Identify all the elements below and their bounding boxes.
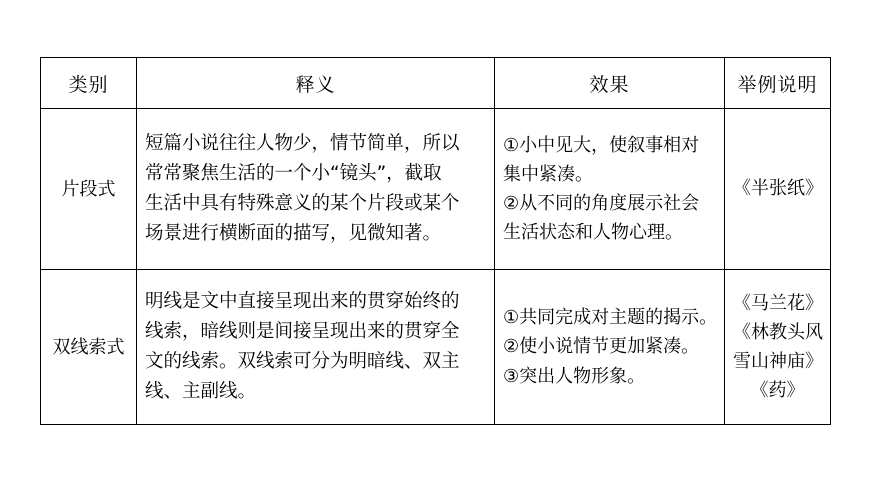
text-line: ②使小说情节更加紧凑。: [503, 336, 700, 358]
text-line: 生活中具有特殊意义的某个片段或某个: [145, 193, 460, 214]
text-line: 雪山神庙》: [733, 351, 823, 372]
cell-definition-dual-clue: [137, 270, 495, 425]
text-line: 文的线索。双线索可分为明暗线、双主: [145, 351, 460, 372]
cell-effect-fragment: [495, 109, 725, 270]
小说结构类型表: [40, 57, 831, 425]
table-header-row: [41, 58, 831, 109]
table-container: [40, 57, 830, 425]
text-line: 常常聚焦生活的一个小“镜头”，截取: [145, 163, 442, 185]
text-line: 生活状态和人物心理。: [503, 222, 683, 244]
cell-category-fragment: 片段式: [41, 109, 137, 270]
text-line: ②从不同的角度展示社会: [503, 193, 700, 214]
text-line: ③突出人物形象。: [503, 365, 646, 387]
text-line: ①小中见大，使叙事相对: [503, 134, 700, 156]
cell-example-fragment: [725, 109, 831, 270]
text-line: 《药》: [750, 380, 805, 402]
text-line: 线、主副线。: [145, 380, 257, 402]
header-cell-effect: 效果: [495, 58, 725, 109]
text-line: ①共同完成对主题的揭示。: [503, 307, 718, 329]
header-cell-example: 举例说明: [725, 58, 831, 109]
cell-definition-fragment: [137, 109, 495, 270]
cell-example-dual-clue: [725, 270, 831, 425]
text-line: 场景进行横断面的描写，见微知著。: [145, 222, 442, 244]
header-cell-category: 类别: [41, 58, 137, 109]
text-line: 线索，暗线则是间接呈现出来的贯穿全: [145, 321, 460, 343]
text-line: 《林教头风: [733, 321, 823, 343]
table-row: [41, 109, 831, 270]
cell-category-dual-clue: 双线索式: [41, 270, 137, 425]
table-row: [41, 270, 831, 425]
text-line: 明线是文中直接呈现出来的贯穿始终的: [145, 291, 460, 313]
text-line: 《马兰花》: [733, 292, 823, 314]
text-line: 集中紧凑。: [503, 163, 593, 185]
text-line: 短篇小说往往人物少，情节简单，所以: [145, 133, 460, 155]
header-cell-definition: 释义: [137, 58, 495, 109]
cell-effect-dual-clue: [495, 270, 725, 425]
text-line: 《半张纸》: [733, 178, 823, 200]
